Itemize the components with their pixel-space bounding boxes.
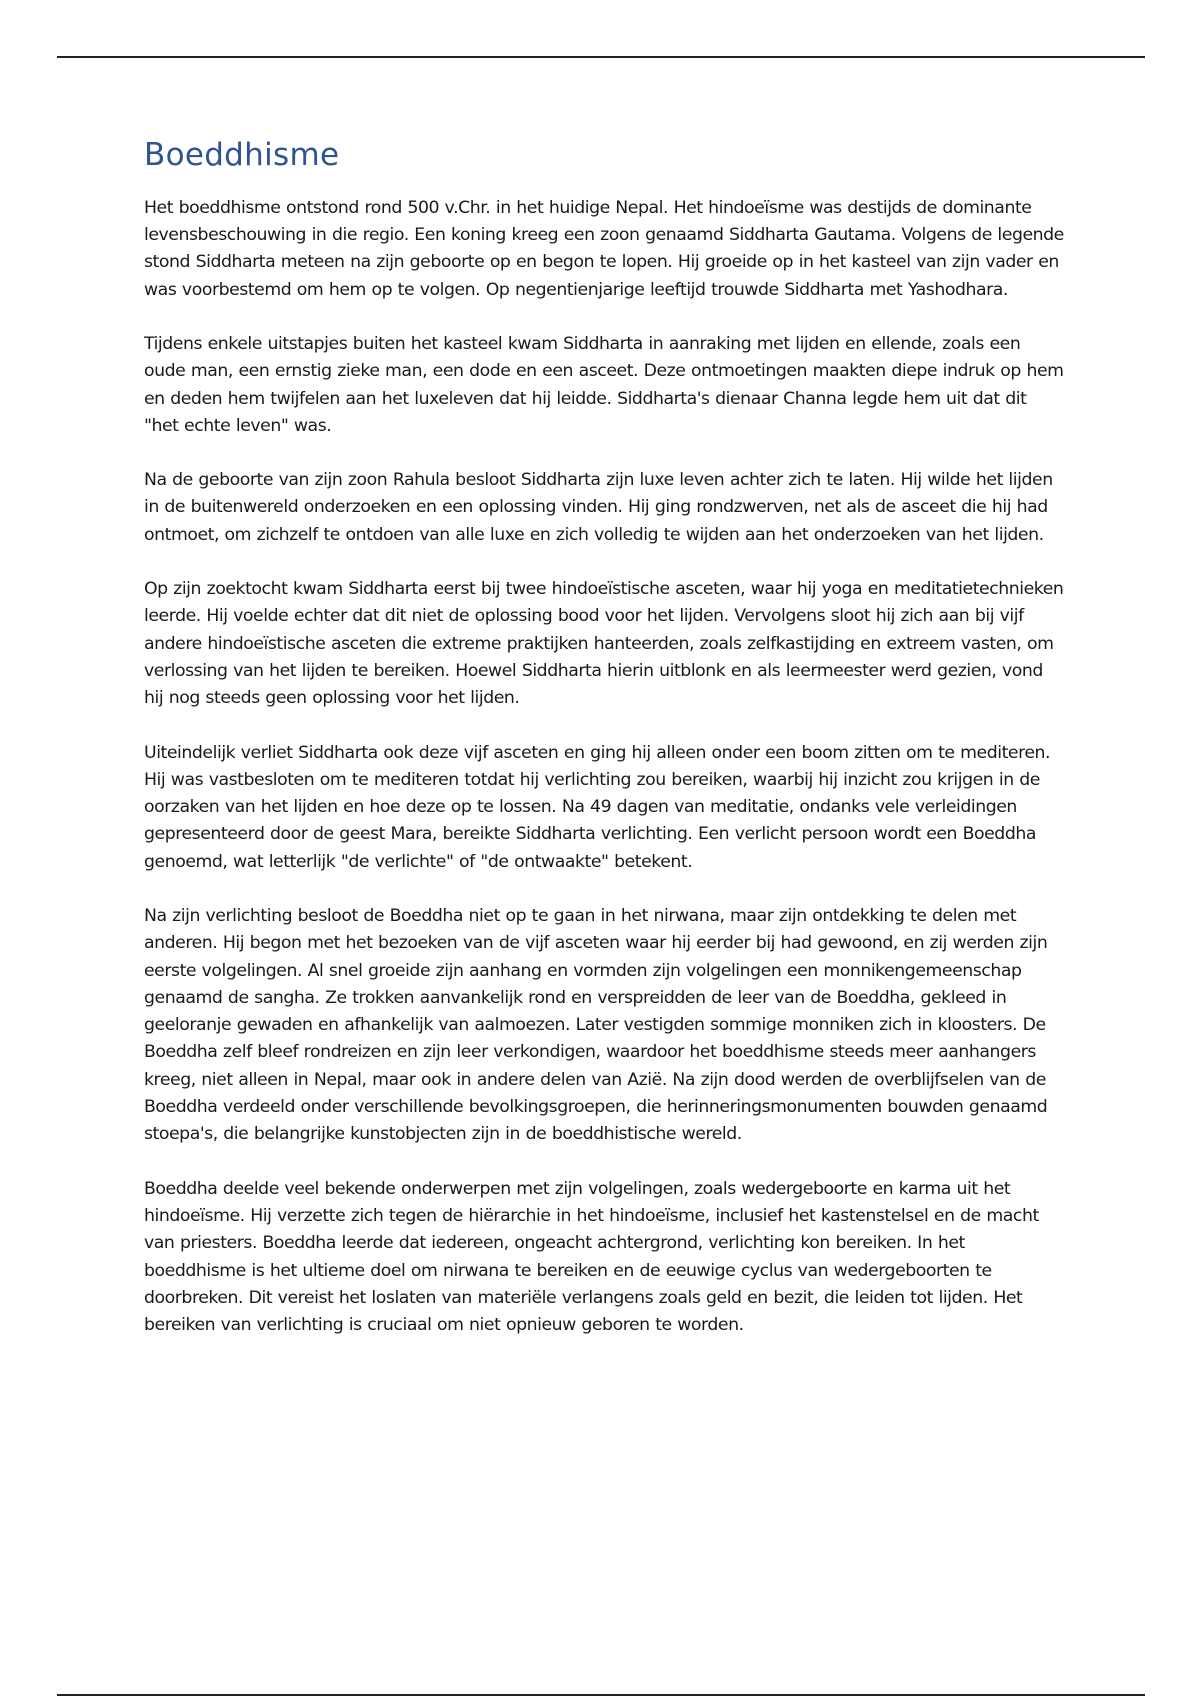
paragraph-1: Het boeddhisme ontstond rond 500 v.Chr. in het huidige Nepal. Het hindoeïsme was destijds de dominante levensbeschouwing in die regio. Een koning kreeg een zoon genaamd Siddharta Gautama. Volgens de legende stond Siddharta meteen na zijn geboorte op en begon te lopen. Hij groeide op in het kasteel van zijn vader en was voorbestemd om hem op te volgen. Op negentienjarige leeftijd trouwde Siddharta met Yashodhara. xyxy=(144,197,1064,300)
paragraph-4: Op zijn zoektocht kwam Siddharta eerst bij twee hindoeïstische asceten, waar hij yoga en meditatietechnieken leerde. Hij voelde echter dat dit niet de oplossing bood voor het lijden. Vervolgens sloot hij zich aan bij vijf andere hindoeïstische asceten die extreme praktijken hanteerden, zoals zelfkastijding en extreem vasten, om verlossing van het lijden te bereiken. Hoewel Siddharta hierin uitblonk en als leermeester werd gezien, vond hij nog steeds geen oplossing voor het lijden. xyxy=(144,579,1064,709)
paragraph-5: Uiteindelijk verliet Siddharta ook deze vijf asceten en ging hij alleen onder een boom zitten om te mediteren. Hij was vastbesloten om te mediteren totdat hij verlichting zou bereiken, waarbij hij inzicht zou krijgen in de oorzaken van het lijden en hoe deze op te lossen. Na 49 dagen van meditatie, ondanks vele verleidingen gepresenteerd door de geest Mara, bereikte Siddharta verlichting. Een verlicht persoon wordt een Boeddha genoemd, wat letterlijk "de verlichte" of "de ontwaakte" betekent. xyxy=(144,742,1051,872)
paragraph-3: Na de geboorte van zijn zoon Rahula besloot Siddharta zijn luxe leven achter zich te laten. Hij wilde het lijden in de buitenwereld onderzoeken en een oplossing vinden. Hij ging rondzwerven, net als de asceet die hij had ontmoet, om zichzelf te ontdoen van alle luxe en zich volledig te wijden aan het onderzoeken van het lijden. xyxy=(144,470,1053,545)
paragraph-7: Boeddha deelde veel bekende onderwerpen met zijn volgelingen, zoals wedergeboorte en karma uit het hindoeïsme. Hij verzette zich tegen de hiërarchie in het hindoeïsme, inclusief het kastenstelsel en de macht van priesters. Boeddha leerde dat iedereen, ongeacht achtergrond, verlichting kon bereiken. In het boeddhisme is het ultieme doel om nirwana te bereiken en de eeuwige cyclus van wedergeboorten te doorbreken. Dit vereist het loslaten van materiële verlangens zoals geld en bezit, die leiden tot lijden. Het bereiken van verlichting is cruciaal om niet opnieuw geboren te worden. xyxy=(144,1178,1039,1336)
page-title: Boeddhisme xyxy=(144,137,340,173)
paragraph-2: Tijdens enkele uitstapjes buiten het kasteel kwam Siddharta in aanraking met lijden en ellende, zoals een oude man, een ernstig zieke man, een dode en een asceet. Deze ontmoetingen maakten diepe indruk op hem en deden hem twijfelen aan het luxeleven dat hij leidde. Siddharta's dienaar Channa legde hem uit dat dit "het echte leven" was. xyxy=(144,333,1064,436)
document-body xyxy=(144,136,1064,1366)
footer-rule xyxy=(57,1694,1145,1696)
header-rule xyxy=(57,56,1145,58)
paragraph-6: Na zijn verlichting besloot de Boeddha niet op te gaan in het nirwana, maar zijn ontdekking te delen met anderen. Hij begon met het bezoeken van de vijf asceten waar hij eerder bij had gewoond, en zij werden zijn eerste volgelingen. Al snel groeide zijn aanhang en vormden zijn volgelingen een monnikengemeenschap genaamd de sangha. Ze trokken aanvankelijk rond en verspreidden de leer van de Boeddha, gekleed in geeloranje gewaden en afhankelijk van aalmoezen. Later vestigden sommige monniken zich in kloosters. De Boeddha zelf bleef rondreizen en zijn leer verkondigen, waardoor het boeddhisme steeds meer aanhangers kreeg, niet alleen in Nepal, maar ook in andere delen van Azië. Na zijn dood werden de overblijfselen van de Boeddha verdeeld onder verschillende bevolkingsgroepen, die herinneringsmonumenten bouwden genaamd stoepa's, die belangrijke kunstobjecten zijn in de boeddhistische wereld. xyxy=(144,905,1048,1145)
